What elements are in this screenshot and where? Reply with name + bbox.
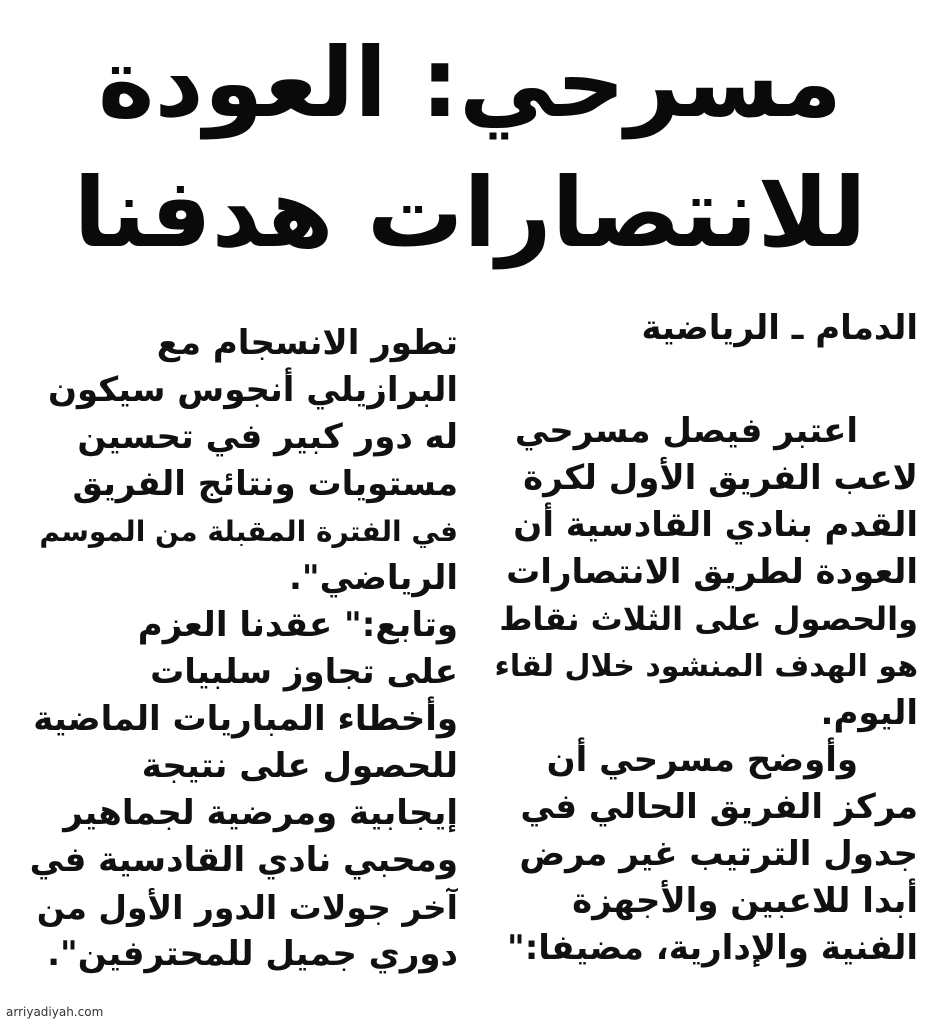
body-line: مستويات ونتائج الفريق [72,464,458,504]
body-line: اليوم. [820,693,918,733]
body-line: جدول الترتيب غير مرض [519,834,918,874]
body-line: آخر جولات الدور الأول من [36,888,458,927]
body-line: العودة لطريق الانتصارات [506,552,918,592]
body-line: دوري جميل للمحترفين". [47,934,458,974]
body-line: تطور الانسجام مع [156,323,458,363]
body-line: القدم بنادي القادسية أن [513,505,918,545]
headline-line-1: مسرحي: العودة [97,27,843,139]
body-line: الفنية والإدارية، مضيفا:" [506,928,918,968]
body-line: أبدا للاعبين والأجهزة [572,881,918,921]
body-line: وأخطاء المباريات الماضية [33,699,458,739]
body-line: وتابع:" عقدنا العزم [137,605,458,645]
headline-line-2: للانتصارات هدفنا [73,157,867,269]
dateline: الدمام ـ الرياضية [641,308,918,348]
body-line: إيجابية ومرضية لجماهير [63,793,458,833]
body-line: مركز الفريق الحالي في [520,787,918,827]
body-line: له دور كبير في تحسين [77,417,458,457]
body-line: البرازيلي أنجوس سيكون [48,370,458,410]
article-column-right [488,305,918,972]
source-watermark: arriyadiyah.com [6,1005,104,1019]
body-line: في الفترة المقبلة من الموسم [39,515,458,548]
body-line: هو الهدف المنشود خلال لقاء [494,649,918,684]
body-line: والحصول على الثلاث نقاط [499,600,918,638]
body-line: وأوضح مسرحي أن [546,740,858,780]
body-line: ومحبي نادي القادسية في [29,840,458,880]
article-column-left [28,320,458,978]
body-line: اعتبر فيصل مسرحي [514,411,858,451]
body-line: للحصول على نتيجة [141,746,458,786]
body-line: لاعب الفريق الأول لكرة [523,458,918,498]
body-line: الرياضي". [289,558,458,598]
body-line: على تجاوز سلبيات [150,652,458,692]
article-headline [60,18,880,278]
